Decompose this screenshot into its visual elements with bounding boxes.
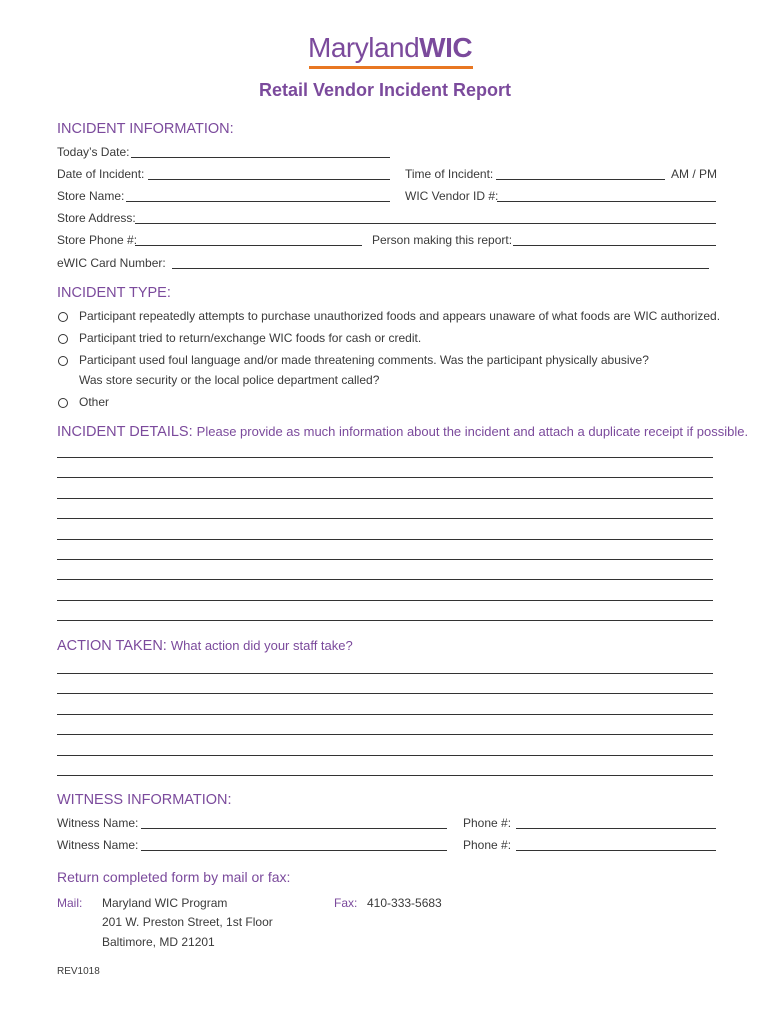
witness-phone-label-1: Phone #:: [463, 816, 512, 830]
witness-name-field-2[interactable]: [141, 850, 447, 851]
option-return-exchange: Participant tried to return/exchange WIC foods for cash or credit.: [79, 331, 422, 345]
mail-address-line-2: 201 W. Preston Street, 1st Floor: [102, 915, 273, 929]
witness-name-field-1[interactable]: [141, 828, 447, 829]
fax-number: 410-333-5683: [367, 896, 442, 910]
witness-phone-label-2: Phone #:: [463, 838, 512, 852]
incident-details-line-2[interactable]: [57, 477, 713, 478]
incident-details-line-4[interactable]: [57, 518, 713, 519]
witness-information-heading: WITNESS INFORMATION:: [57, 792, 232, 808]
todays-date-label: Today’s Date:: [57, 145, 130, 159]
incident-type-heading: INCIDENT TYPE:: [57, 285, 171, 301]
option-foul-language-line2: Was store security or the local police department called?: [79, 373, 380, 387]
incident-details-line-1[interactable]: [57, 457, 713, 458]
date-of-incident-label: Date of Incident:: [57, 167, 145, 181]
action-taken-title: ACTION TAKEN:: [57, 638, 167, 654]
incident-details-line-5[interactable]: [57, 539, 713, 540]
action-taken-line-3[interactable]: [57, 714, 713, 715]
checkbox-return-exchange[interactable]: [58, 334, 68, 344]
incident-details-note: Please provide as much information about the incident and attach a duplicate receipt if possible.: [196, 424, 749, 439]
time-of-incident-field[interactable]: [496, 179, 665, 180]
date-of-incident-field[interactable]: [148, 179, 390, 180]
logo-underline: [309, 66, 473, 69]
option-foul-language: Participant used foul language and/or made threatening comments. Was the participant physically abusive?: [79, 353, 649, 367]
incident-details-line-8[interactable]: [57, 600, 713, 601]
logo-text-maryland: Maryland: [308, 32, 420, 63]
incident-details-title: INCIDENT DETAILS:: [57, 424, 193, 440]
person-making-report-label: Person making this report:: [372, 233, 513, 247]
store-address-label: Store Address:: [57, 211, 136, 225]
action-taken-heading: [57, 638, 353, 654]
action-taken-line-5[interactable]: [57, 755, 713, 756]
mail-address-line-3: Baltimore, MD 21201: [102, 935, 215, 949]
am-pm-label: AM / PM: [671, 167, 718, 181]
store-phone-field[interactable]: [135, 245, 362, 246]
maryland-wic-logo: [308, 32, 472, 64]
revision-code: REV1018: [57, 966, 100, 977]
action-taken-note: What action did your staff take?: [170, 638, 353, 653]
incident-details-line-6[interactable]: [57, 559, 713, 560]
store-address-field[interactable]: [135, 223, 716, 224]
action-taken-line-2[interactable]: [57, 693, 713, 694]
logo-text-wic: WIC: [419, 32, 473, 63]
return-form-heading: Return completed form by mail or fax:: [57, 869, 291, 885]
wic-vendor-id-field[interactable]: [497, 201, 716, 202]
witness-name-label-2: Witness Name:: [57, 838, 139, 852]
store-name-label: Store Name:: [57, 189, 125, 203]
time-of-incident-label: Time of Incident:: [405, 167, 494, 181]
action-taken-line-1[interactable]: [57, 673, 713, 674]
witness-name-label-1: Witness Name:: [57, 816, 139, 830]
witness-phone-field-1[interactable]: [516, 828, 716, 829]
action-taken-line-4[interactable]: [57, 734, 713, 735]
incident-details-line-9[interactable]: [57, 620, 713, 621]
checkbox-foul-language[interactable]: [58, 356, 68, 366]
mail-label: Mail:: [57, 896, 83, 910]
person-making-report-field[interactable]: [513, 245, 716, 246]
todays-date-field[interactable]: [131, 157, 390, 158]
option-unauthorized-foods: Participant repeatedly attempts to purchase unauthorized foods and appears unaware of what foods are WIC authorized.: [79, 309, 721, 323]
option-other: Other: [79, 395, 110, 409]
store-phone-label: Store Phone #:: [57, 233, 138, 247]
checkbox-other[interactable]: [58, 398, 68, 408]
incident-details-heading: [57, 424, 748, 440]
checkbox-unauthorized-foods[interactable]: [58, 312, 68, 322]
ewic-card-number-field[interactable]: [172, 268, 709, 269]
action-taken-line-6[interactable]: [57, 775, 713, 776]
store-name-field[interactable]: [126, 201, 390, 202]
witness-phone-field-2[interactable]: [516, 850, 716, 851]
ewic-card-number-label: eWIC Card Number:: [57, 256, 166, 270]
incident-details-line-7[interactable]: [57, 579, 713, 580]
mail-address-line-1: Maryland WIC Program: [102, 896, 228, 910]
incident-information-heading: INCIDENT INFORMATION:: [57, 121, 234, 137]
fax-label: Fax:: [334, 896, 358, 910]
wic-vendor-id-label: WIC Vendor ID #:: [405, 189, 499, 203]
incident-details-line-3[interactable]: [57, 498, 713, 499]
page-title: Retail Vendor Incident Report: [258, 80, 512, 100]
